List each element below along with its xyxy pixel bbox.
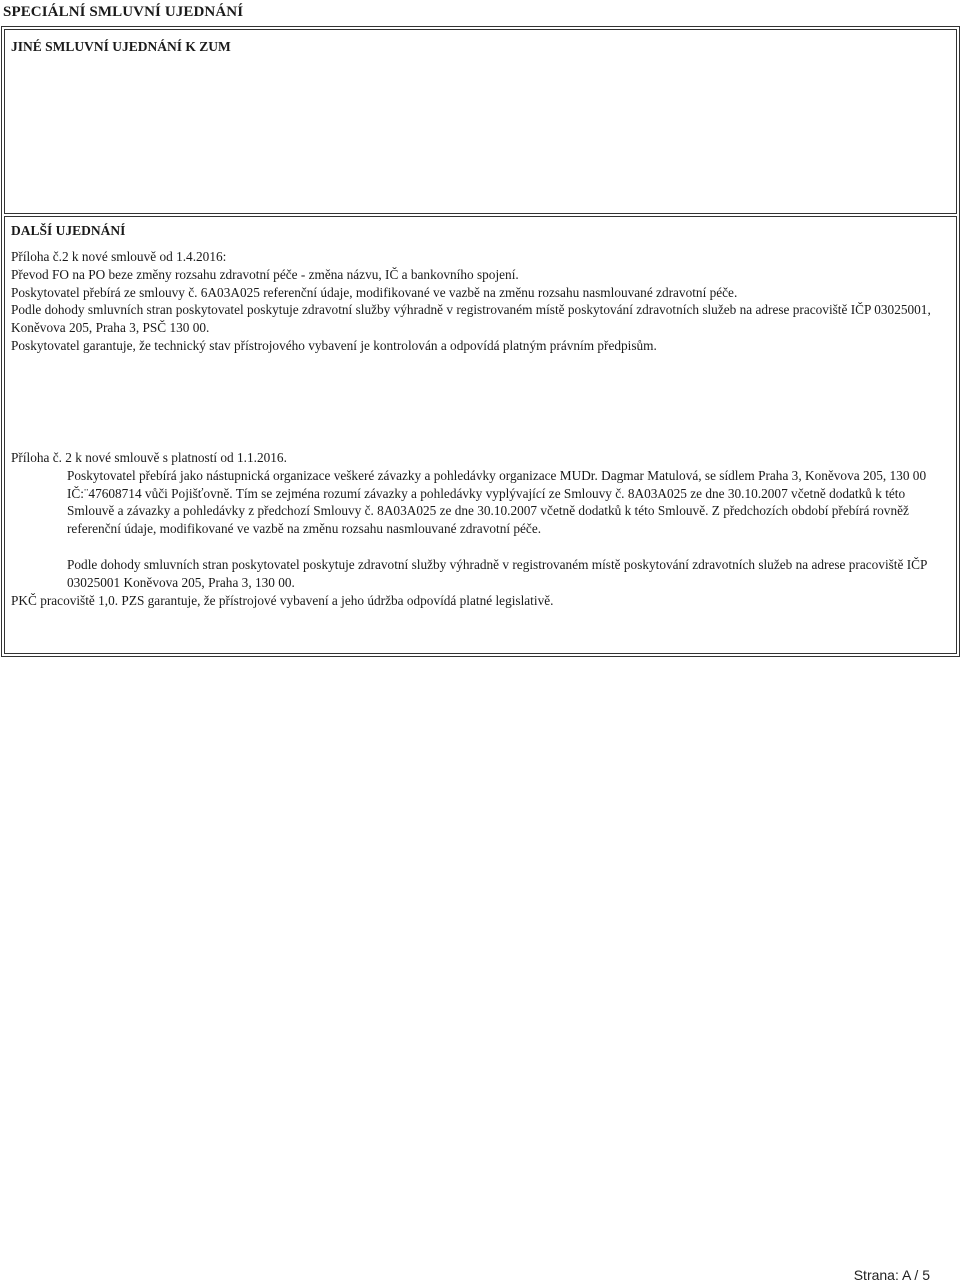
paragraph: Podle dohody smluvních stran poskytovatel poskytuje zdravotní služby výhradně v registrovaném místě poskytování zdravotních služeb na adrese pracoviště IČP 03025001, Koněvova 205, Praha 3, PSČ 130 00. [11,302,931,336]
paragraph: Podle dohody smluvních stran poskytovatel poskytuje zdravotní služby výhradně v registrovaném místě poskytování zdravotních služeb na adrese pracoviště IČP 03025001 Koněvova 205, Praha 3, 130 00. [67,556,927,590]
paragraph: Příloha č. 2 k nové smlouvě s platností od 1.1.2016. [11,450,287,465]
other-agreements-title: JINÉ SMLUVNÍ UJEDNÁNÍ K ZUM [11,39,231,54]
appendix-2016-04-block [11,248,946,355]
paragraph: Převod FO na PO beze změny rozsahu zdravotní péče - změna názvu, IČ a bankovního spojení. [11,266,519,282]
other-agreements-box [4,29,957,214]
paragraph: PKČ pracoviště 1,0. PZS garantuje, že přístrojové vybavení a jeho údržba odpovídá platné legislativě. [11,592,554,608]
further-agreements-title: DALŠÍ UJEDNÁNÍ [11,223,126,238]
paragraph: Poskytovatel přebírá ze smlouvy č. 6A03A025 referenční údaje, modifikované ve vazbě na změnu rozsahu nasmlouvané zdravotní péče. [11,284,738,300]
appendix-2016-01-block [11,449,946,609]
agreements-frame [1,26,960,657]
paragraph: Poskytovatel garantuje, že technický stav přístrojového vybavení je kontrolován a odpovídá platným právním předpisům. [11,337,657,353]
paragraph: Poskytovatel přebírá jako nástupnická organizace veškeré závazky a pohledávky organizace MUDr. Dagmar Matulová, se sídlem Praha 3, Koněvova 205, 130 00 IČ:¨47608714 vůči Pojišťovně. Tím se zejména rozumí závazky a pohledávky vyplývající ze Smlouvy č. 8A03A025 ze dne 30.10.2007 včetně dodatků k této Smlouvě a závazky a pohledávky z předchozí Smlouvy č. 8A03A025 ze dne 30.10.2007 včetně dodatků k této Smlouvě. Z předchozích období přebírá rovněž referenční údaje, modifikované ve vazbě na změnu rozsahu nasmlouvané zdravotní péče. [67,467,927,537]
page-number: Strana: A / 5 [853,1267,930,1283]
paragraph: Příloha č.2 k nové smlouvě od 1.4.2016: [11,249,227,264]
page-title: SPECIÁLNÍ SMLUVNÍ UJEDNÁNÍ [3,4,244,20]
further-agreements-box [4,216,957,654]
